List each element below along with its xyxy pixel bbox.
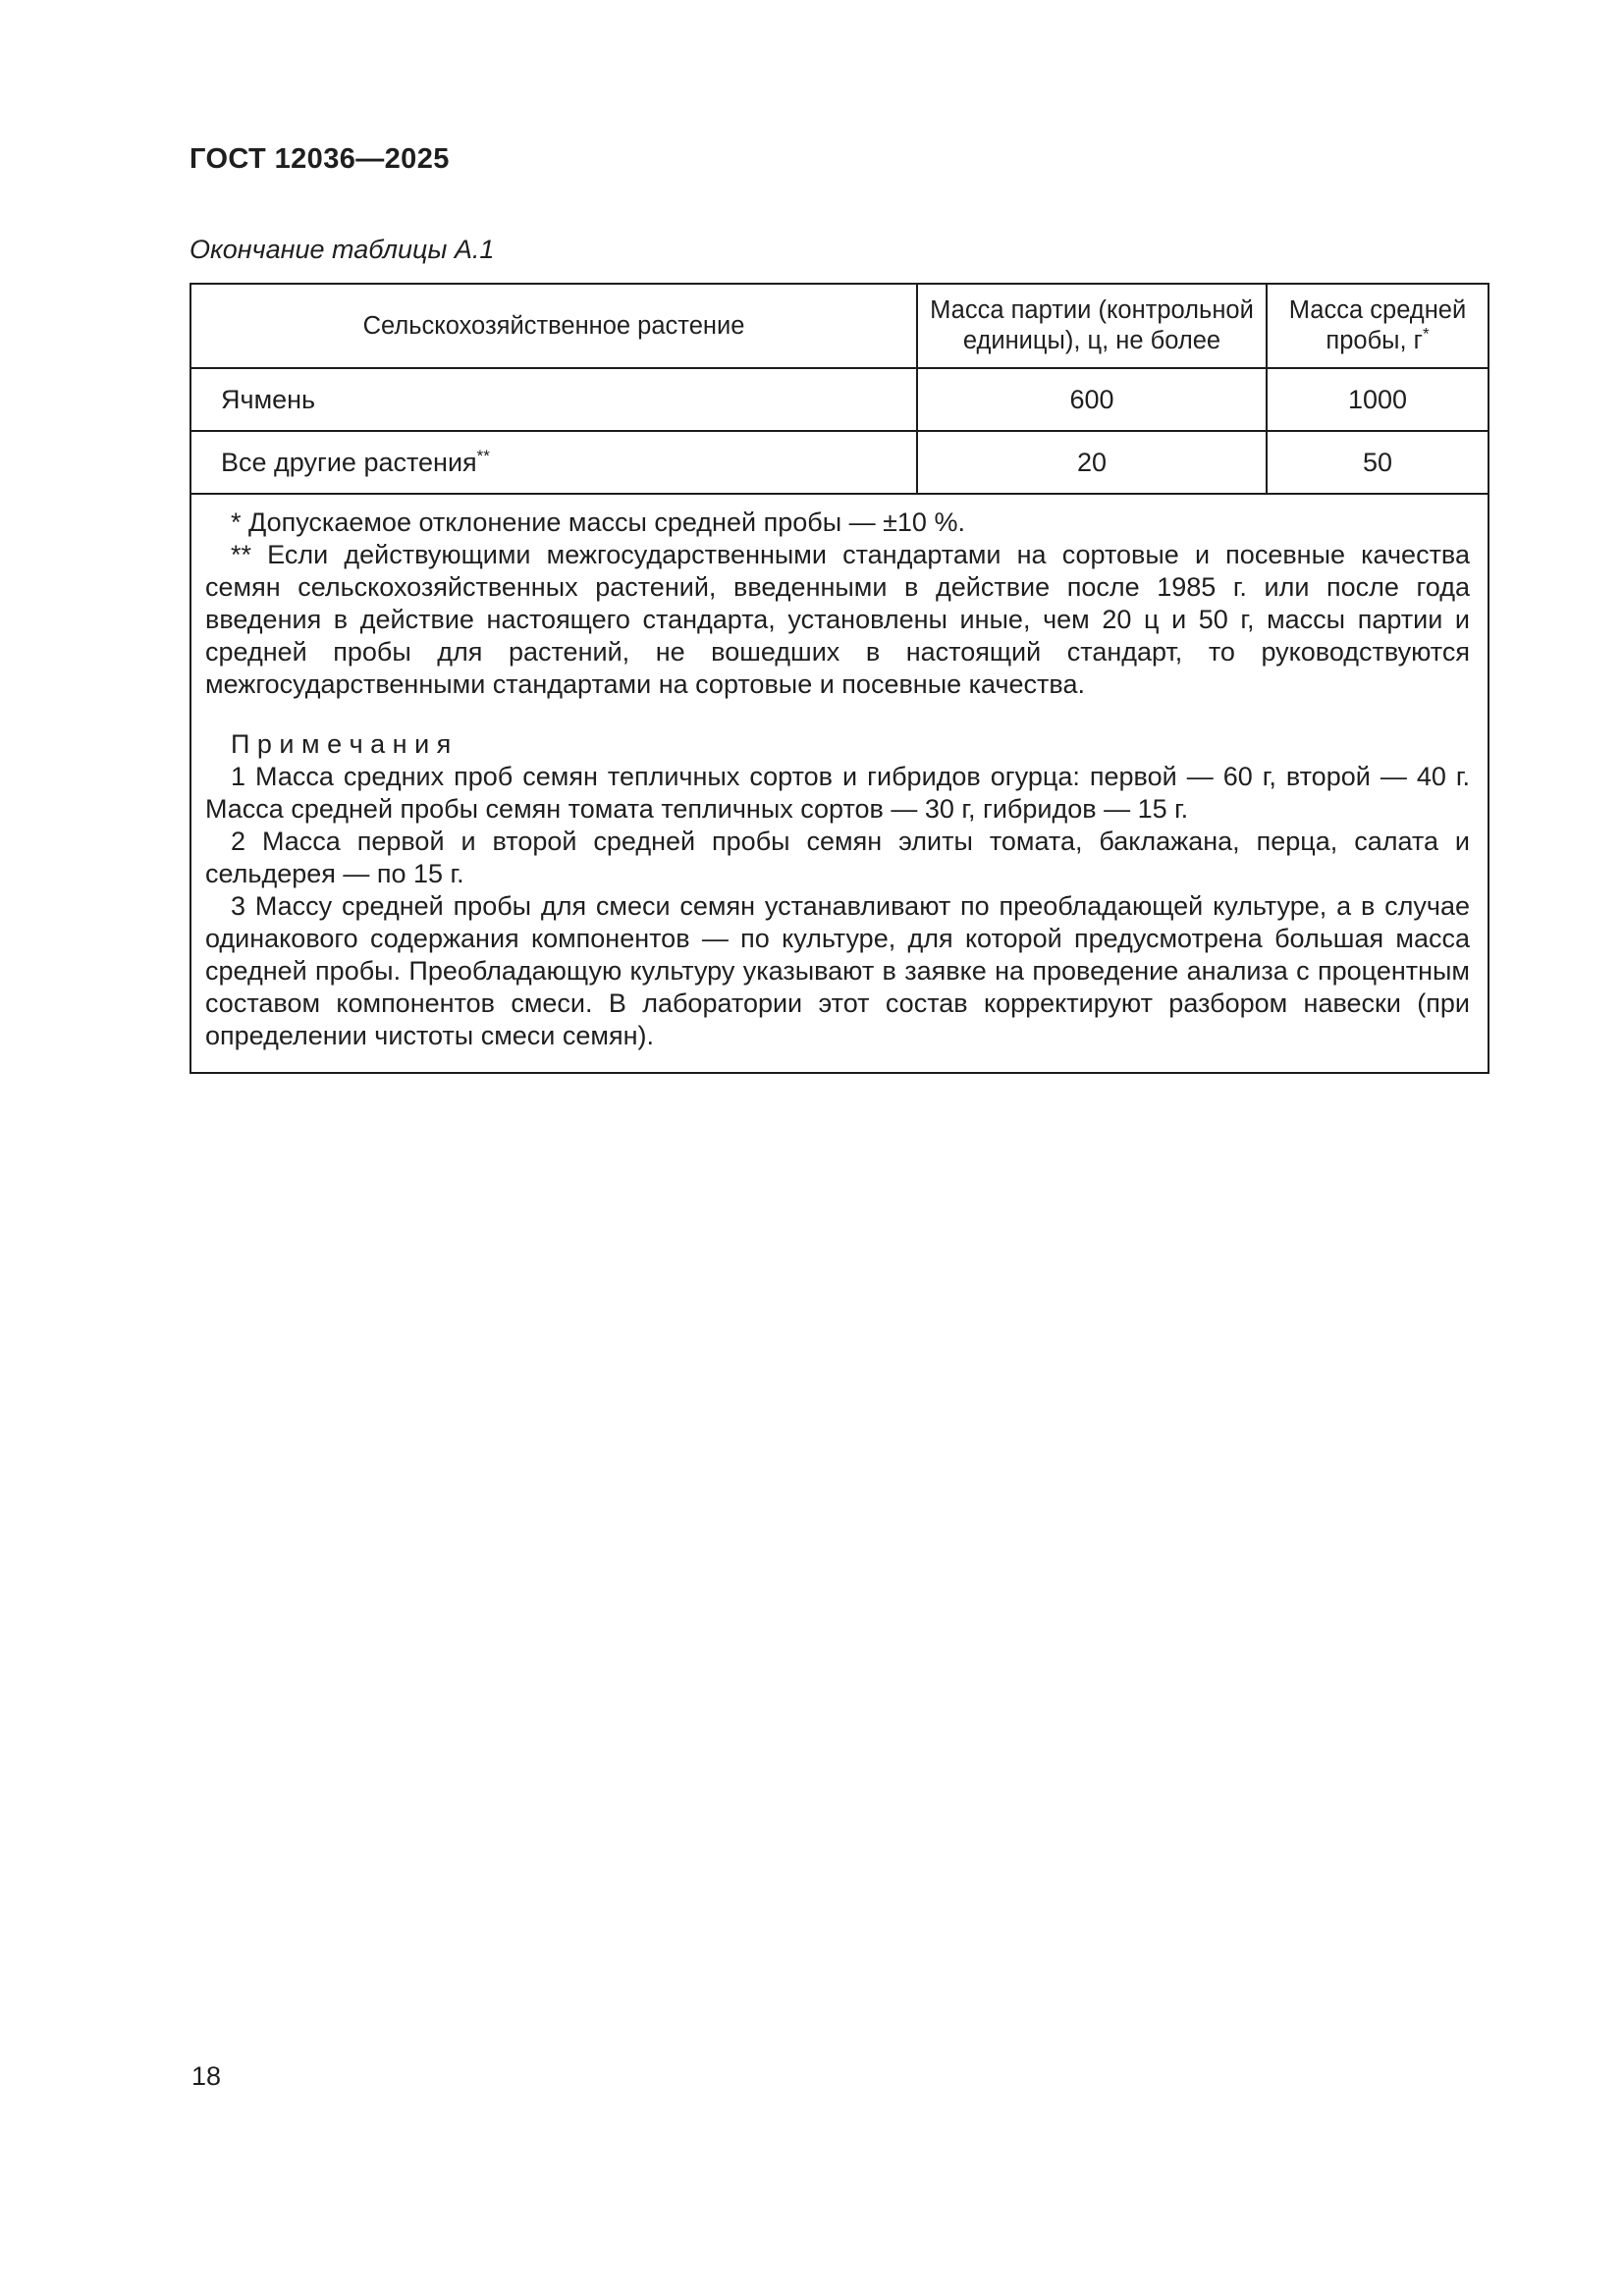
note-1: 1 Масса средних проб семян тепличных сортов и гибридов огурца: первой — 60 г, второй — 40 г. Масса средней пробы семян томата тепличных сортов — 30 г, гибридов — 15 г. [205, 762, 1470, 824]
col-header-plant: Сельскохозяйственное растение [190, 284, 917, 368]
plant-name: Ячмень [221, 384, 316, 414]
batch-mass-value: 20 [917, 431, 1267, 494]
footnote-star: * Допускаемое отклонение массы средней пробы — ±10 %. [231, 507, 965, 537]
sample-mass-value: 50 [1267, 431, 1489, 494]
plant-name: Все другие растения [221, 447, 477, 477]
note-2: 2 Масса первой и второй средней пробы семян элиты томата, баклажана, перца, салата и сельдерея — по 15 г. [205, 827, 1470, 888]
table-header-row [190, 284, 1489, 368]
notes-title: П р и м е ч а н и я [231, 729, 452, 759]
footnote-double-star: ** Если действующими межгосударственными стандартами на сортовые и посевные качества семян сельскохозяйственных растений, введенными в действие после 1985 г. или после года введения в действие настоящего стандарта, установлены иные, чем 20 ц и 50 г, массы партии и средней пробы для растений, не вошедших в настоящий стандарт, то руководствуются межгосударственными стандартами на сортовые и посевные качества. [205, 540, 1470, 699]
page-number: 18 [191, 2061, 222, 2091]
col-header-batch-mass: Масса партии (контрольной единицы), ц, не более [917, 284, 1267, 368]
sample-mass-table [189, 283, 1489, 1074]
table-row [190, 368, 1489, 431]
table-notes-row [190, 494, 1489, 1073]
batch-mass-value: 600 [917, 368, 1267, 431]
table-notes-cell [190, 494, 1489, 1073]
col-header-sample-mass-label: Масса средней пробы, г [1288, 296, 1467, 354]
table-row [190, 431, 1489, 494]
plant-name-cell [190, 368, 917, 431]
page-content [189, 143, 1488, 1074]
table-caption: Окончание таблицы А.1 [189, 235, 495, 264]
col-header-sample-mass [1267, 284, 1489, 368]
sample-mass-footnote-marker: * [1422, 324, 1430, 344]
sample-mass-value: 1000 [1267, 368, 1489, 431]
document-number: ГОСТ 12036—2025 [189, 143, 450, 175]
plant-name-cell [190, 431, 917, 494]
plant-footnote-marker: ** [476, 446, 490, 465]
note-3: 3 Массу средней пробы для смеси семян устанавливают по преобладающей культуре, а в случае одинакового содержания компонентов — по культуре, для которой предусмотрена большая масса средней пробы. Преобладающую культуру указывают в заявке на проведение анализа с процентным составом компонентов смеси. В лаборатории этот состав корректируют разбором навески (при определении чистоты смеси семян). [205, 891, 1470, 1050]
